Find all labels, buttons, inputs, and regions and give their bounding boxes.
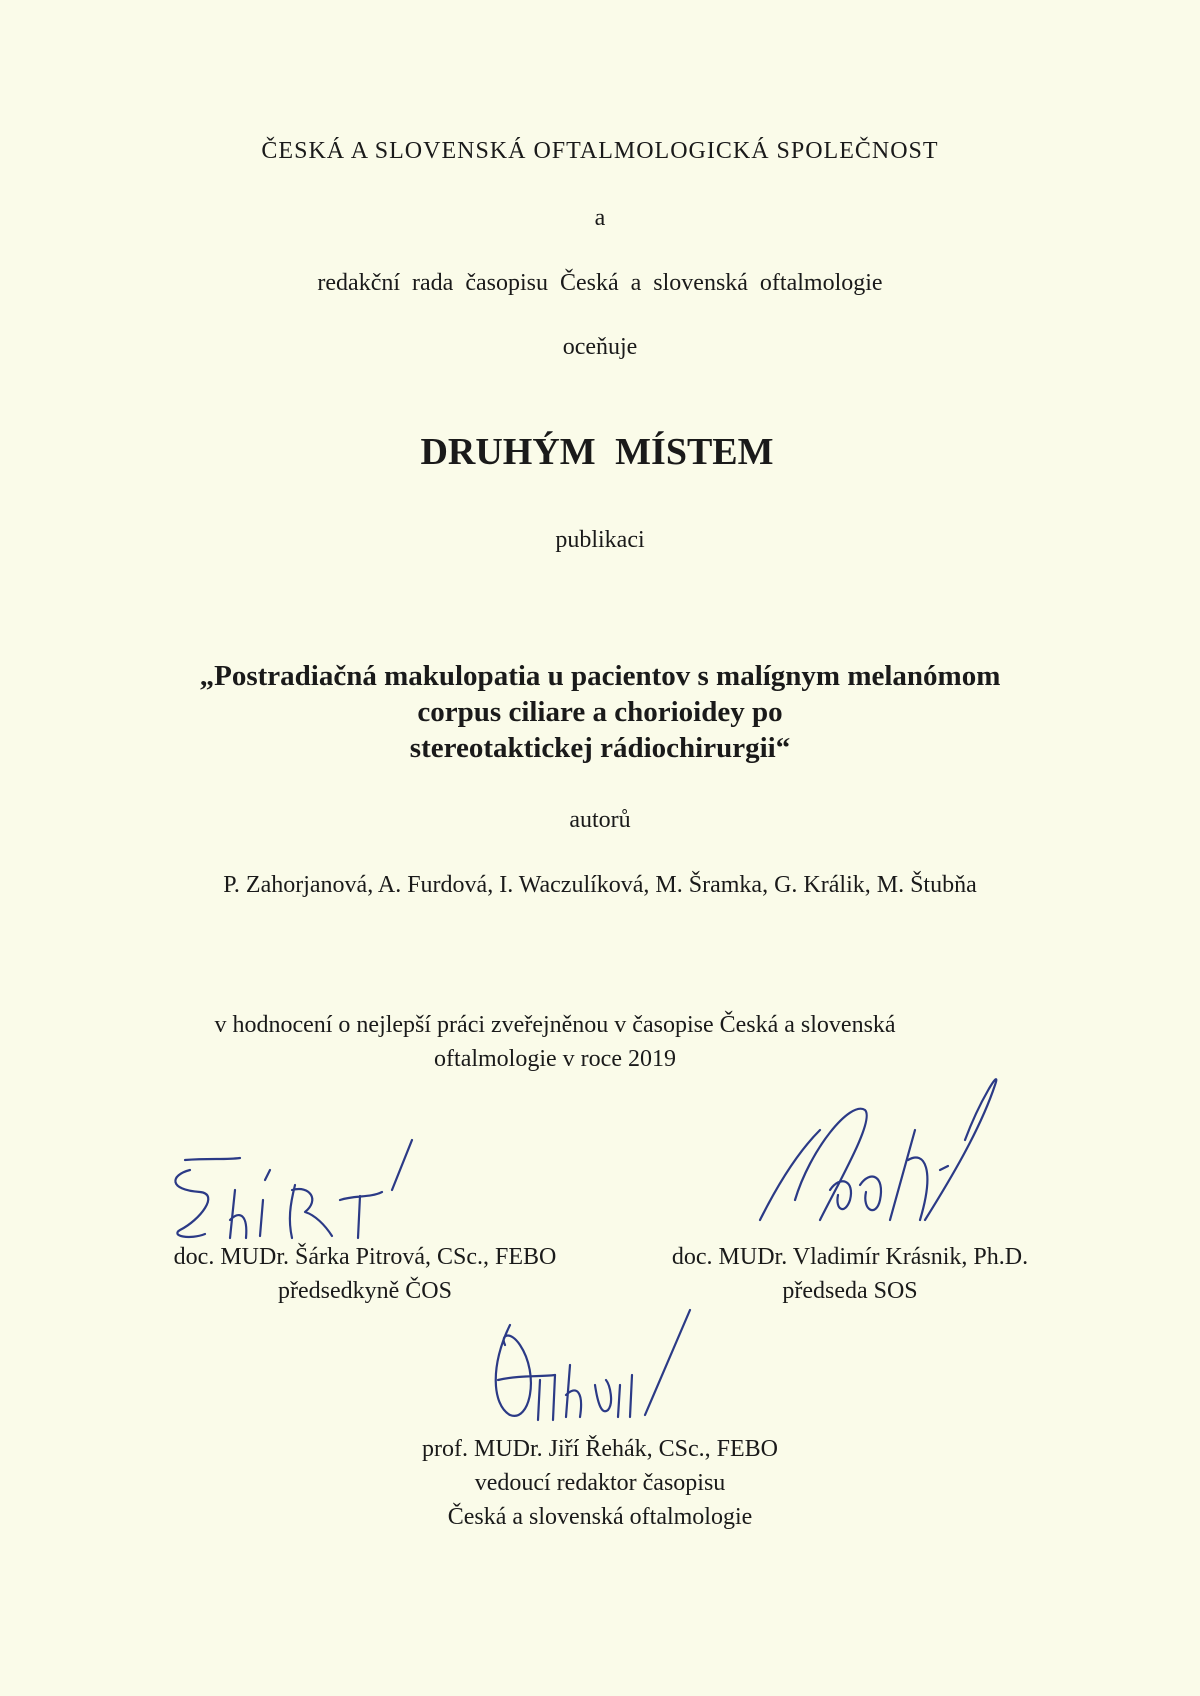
evaluation-text (150, 1008, 960, 1076)
signatory-role: Česká a slovenská oftalmologie (447, 1504, 753, 1530)
signatory-role: vedoucí redaktor časopisu (474, 1470, 726, 1496)
publication-title-line: stereotaktickej rádiochirurgii“ (409, 732, 791, 764)
signature-right-image (740, 1070, 1020, 1260)
signatory-role: předsedkyně ČOS (278, 1278, 452, 1304)
publication-title (0, 658, 1200, 766)
authors-word: autorů (569, 807, 631, 833)
publication-word: publikaci (555, 527, 645, 553)
signatory-name: doc. MUDr. Vladimír Krásnik, Ph.D. (671, 1244, 1029, 1270)
evaluation-line: oftalmologie v roce 2019 (434, 1046, 676, 1072)
evaluation-line: v hodnocení o nejlepší práci zveřejněnou v časopise Česká a slovenská (214, 1012, 896, 1038)
signatory-right (620, 1240, 1080, 1308)
publication-title-line: corpus ciliare a chorioidey po (417, 696, 783, 728)
signatory-name: prof. MUDr. Jiří Řehák, CSc., FEBO (422, 1436, 778, 1462)
signature-left-image (160, 1130, 450, 1250)
signatory-name: doc. MUDr. Šárka Pitrová, CSc., FEBO (173, 1244, 557, 1270)
editorial-board-text: redakční rada časopisu Česká a slovenská oftalmologie (317, 270, 883, 296)
award-verb-text: oceňuje (562, 334, 638, 360)
signatory-center (330, 1432, 870, 1534)
award-place-heading: DRUHÝM MÍSTEM (420, 431, 774, 473)
signatory-role: předseda SOS (782, 1278, 918, 1304)
signatory-left (130, 1240, 600, 1308)
society-name: ČESKÁ A SLOVENSKÁ OFTALMOLOGICKÁ SPOLEČNOST (261, 138, 939, 164)
signature-center-image (480, 1305, 720, 1435)
publication-title-line: „Postradiačná makulopatia u pacientov s malígnym melanómom (199, 660, 1001, 692)
conjunction-text: a (594, 205, 606, 231)
authors-list: P. Zahorjanová, A. Furdová, I. Waczulíková, M. Šramka, G. Králik, M. Štubňa (223, 872, 977, 898)
